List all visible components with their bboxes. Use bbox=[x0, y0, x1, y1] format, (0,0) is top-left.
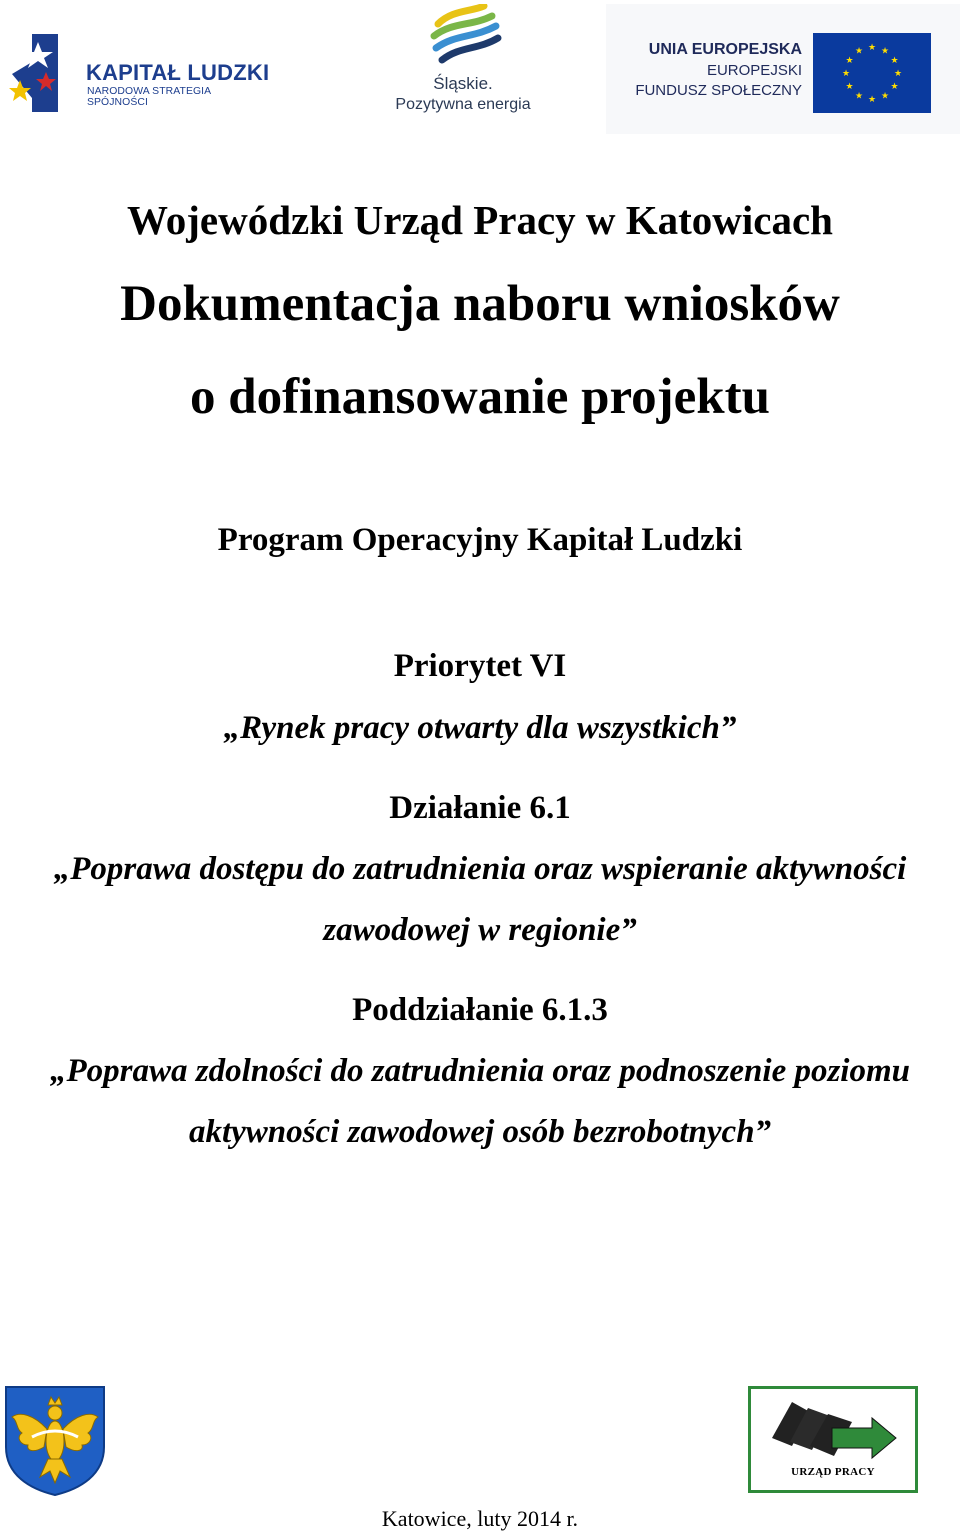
kapital-ludzki-logo bbox=[8, 28, 273, 120]
document-title-line2: o dofinansowanie projektu bbox=[189, 369, 770, 425]
eu-line-union: UNIA EUROPEJSKA bbox=[648, 41, 802, 58]
eu-line-social-fund: FUNDUSZ SPOŁECZNY bbox=[635, 82, 802, 99]
svg-text:★: ★ bbox=[845, 82, 854, 92]
svg-text:★: ★ bbox=[890, 82, 899, 92]
eu-logo bbox=[606, 4, 960, 134]
program-name: Program Operacyjny Kapitał Ludzki bbox=[217, 522, 743, 558]
action-name-line2: zawodowej w regionie” bbox=[323, 912, 637, 948]
urzad-pracy-label: URZĄD PRACY bbox=[791, 1466, 875, 1478]
priority-name: „Rynek pracy otwarty dla wszystkich” bbox=[223, 710, 737, 746]
svg-text:★: ★ bbox=[893, 69, 903, 79]
slaskie-waves-icon bbox=[426, 4, 506, 70]
subaction-name-line1: „Poprawa zdolności do zatrudnienia oraz podnoszenie poziomu bbox=[50, 1053, 910, 1089]
subaction-heading: Poddziałanie 6.1.3 bbox=[352, 992, 608, 1028]
urzad-pracy-logo bbox=[748, 1386, 918, 1493]
place-and-date: Katowice, luty 2014 r. bbox=[381, 1506, 579, 1531]
document-title-line1: Dokumentacja naboru wniosków bbox=[120, 276, 840, 332]
kapital-ludzki-emblem-icon bbox=[8, 28, 68, 120]
svg-text:★: ★ bbox=[867, 95, 877, 105]
svg-text:★: ★ bbox=[841, 69, 851, 79]
svg-text:★: ★ bbox=[845, 56, 854, 66]
slaskie-tagline: Pozytywna energia bbox=[395, 96, 531, 113]
svg-text:★: ★ bbox=[890, 56, 899, 66]
priority-heading: Priorytet VI bbox=[393, 648, 567, 684]
office-name: Wojewódzki Urząd Pracy w Katowicach bbox=[127, 197, 833, 243]
svg-text:★: ★ bbox=[880, 46, 890, 57]
svg-text:★: ★ bbox=[867, 43, 877, 53]
slaskie-name: Śląskie. bbox=[433, 74, 493, 93]
kapital-ludzki-title: KAPITAŁ LUDZKI bbox=[86, 60, 270, 85]
slaskie-logo bbox=[388, 4, 538, 122]
subaction-name-line2: aktywności zawodowej osób bezrobotnych” bbox=[188, 1114, 772, 1150]
svg-text:★: ★ bbox=[854, 46, 864, 57]
eu-line-european: EUROPEJSKI bbox=[706, 62, 802, 79]
kapital-ludzki-subtitle: NARODOWA STRATEGIA SPÓJNOŚCI bbox=[87, 86, 211, 108]
action-heading: Działanie 6.1 bbox=[389, 790, 571, 826]
eu-flag-icon bbox=[813, 33, 931, 113]
action-name-line1: „Poprawa dostępu do zatrudnienia oraz wspieranie aktywności bbox=[53, 851, 907, 887]
svg-text:★: ★ bbox=[854, 91, 864, 102]
svg-text:★: ★ bbox=[880, 91, 890, 102]
silesia-coat-of-arms-icon bbox=[4, 1385, 106, 1497]
